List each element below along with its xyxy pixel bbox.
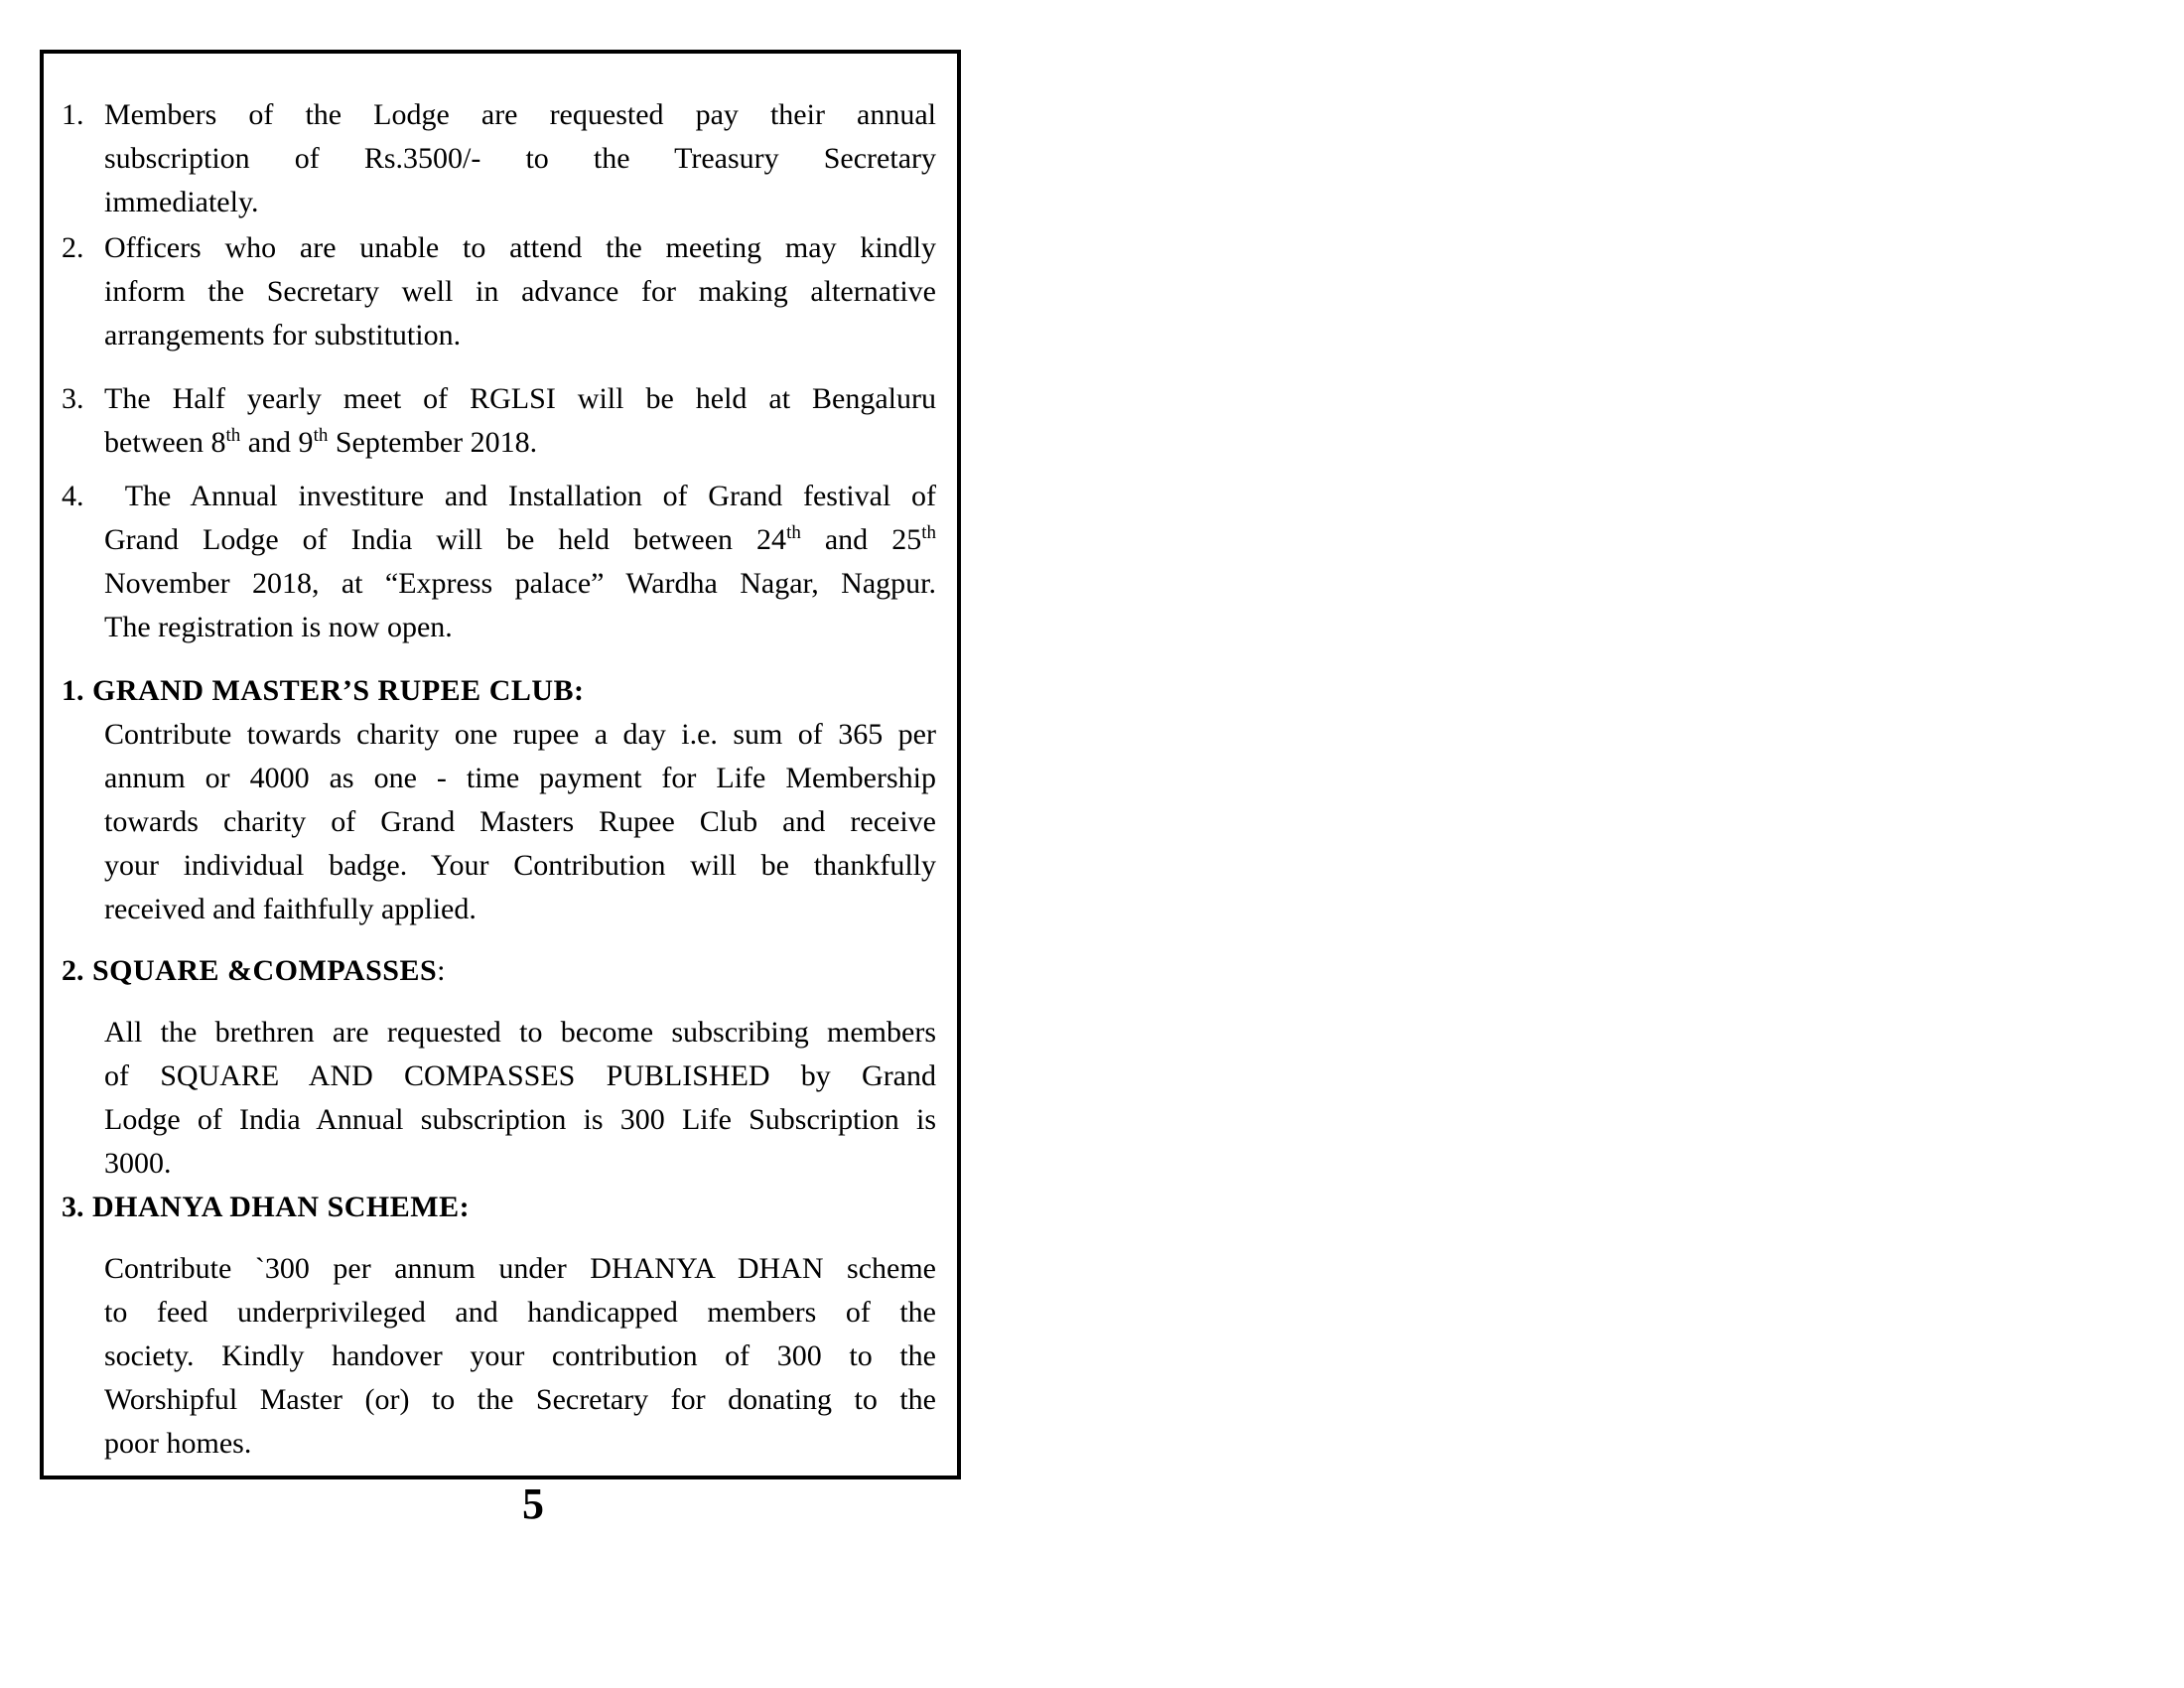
list-number: 1. [62, 98, 84, 131]
scheme-text [104, 1247, 936, 1466]
text-line: immediately. [104, 186, 259, 218]
text-line: Worshipful Master (or) to the Secretary for donating to the [104, 1383, 936, 1416]
text-line: The Half yearly meet of RGLSI will be held at Bengaluru [104, 382, 936, 415]
scheme-heading [62, 1186, 936, 1229]
text-line: society. Kindly handover your contribution of 300 to the [104, 1339, 936, 1372]
scheme-paragraph [62, 1011, 936, 1186]
scheme-paragraph [62, 1247, 936, 1466]
text-line: The registration is now open. [104, 611, 453, 643]
notice-text [104, 377, 936, 465]
scheme-title-suffix: : [437, 954, 447, 987]
scheme-title-text: SQUARE &COMPASSES [92, 954, 438, 987]
notice-item [62, 377, 936, 465]
text-line: towards charity of Grand Masters Rupee Club and receive [104, 805, 936, 838]
scheme-title-text: GRAND MASTER’S RUPEE CLUB: [92, 674, 585, 707]
text-line: arrangements for substitution. [104, 319, 462, 352]
notice-text [104, 475, 936, 649]
scheme-text [104, 1011, 936, 1186]
text-line: between 8th and 9th September 2018. [104, 425, 538, 459]
text-line: The Annual investiture and Installation of Grand festival of [104, 480, 936, 512]
text-line: subscription of Rs.3500/- to the Treasury Secretary [104, 142, 936, 175]
text-line: poor homes. [104, 1427, 252, 1460]
text-line: 3000. [104, 1147, 172, 1180]
list-number: 2. [62, 954, 84, 987]
list-number: 3. [62, 382, 84, 415]
text-line: Contribute towards charity one rupee a day i.e. sum of 365 per [104, 718, 936, 751]
scheme-text [104, 713, 936, 931]
text-line: Officers who are unable to attend the meeting may kindly [104, 231, 936, 264]
text-line: inform the Secretary well in advance for making alternative [104, 275, 936, 308]
scheme-heading [62, 949, 936, 993]
notice-box [40, 50, 961, 1479]
notice-text [104, 226, 936, 357]
notice-list [62, 93, 936, 649]
scheme-title [92, 669, 936, 713]
text-line: Lodge of India Annual subscription is 300 Life Subscription is [104, 1103, 936, 1136]
text-line: November 2018, at “Express palace” Wardha Nagar, Nagpur. [104, 567, 936, 600]
notice-item [62, 226, 936, 357]
list-number: 1. [62, 674, 84, 707]
scheme-title-text: DHANYA DHAN SCHEME: [92, 1191, 471, 1223]
text-line: Grand Lodge of India will be held between 24th and 25th [104, 522, 936, 556]
notice-item [62, 93, 936, 224]
scheme-paragraph [62, 713, 936, 931]
text-line: your individual badge. Your Contribution will be thankfully [104, 849, 936, 882]
text-line: All the brethren are requested to become subscribing members [104, 1016, 936, 1049]
text-line: of SQUARE AND COMPASSES PUBLISHED by Grand [104, 1059, 936, 1092]
notice-item [62, 475, 936, 649]
scheme-title [92, 949, 936, 993]
scheme-title [92, 1186, 936, 1229]
notice-text [104, 93, 936, 224]
text-line: annum or 4000 as one - time payment for Life Membership [104, 762, 936, 794]
list-number: 3. [62, 1191, 84, 1223]
scheme-list [62, 669, 936, 1466]
list-number: 4. [62, 480, 84, 512]
scheme-heading [62, 669, 936, 713]
text-line: to feed underprivileged and handicapped members of the [104, 1296, 936, 1329]
text-line: Members of the Lodge are requested pay their annual [104, 98, 936, 131]
text-line: received and faithfully applied. [104, 893, 477, 925]
list-number: 2. [62, 231, 84, 264]
page-number: 5 [522, 1479, 544, 1528]
text-line: Contribute `300 per annum under DHANYA DHAN scheme [104, 1252, 936, 1285]
